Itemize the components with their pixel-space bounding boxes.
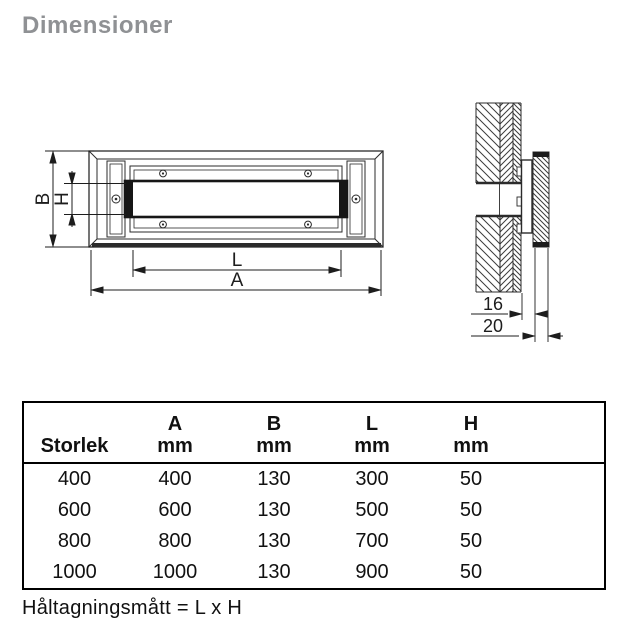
table-cell: 800 <box>57 530 92 552</box>
dim-label-l: L <box>231 250 243 271</box>
header-filler <box>521 402 605 463</box>
table-cell: 130 <box>257 468 291 490</box>
table-cell: 500 <box>355 499 389 521</box>
table-cell: 800 <box>158 530 192 552</box>
table-cell: 400 <box>57 468 92 490</box>
dim-label-20: 20 <box>482 316 503 336</box>
dim-label-16: 16 <box>482 294 503 314</box>
table-cell: 300 <box>355 468 389 490</box>
header-col-b: B mm <box>256 413 292 457</box>
table-cell: 50 <box>459 499 483 521</box>
miter-top-left <box>89 151 97 159</box>
frame-bottom-edge <box>92 243 381 247</box>
table-cell: 130 <box>257 561 291 583</box>
header-col-l: L mm <box>354 413 390 457</box>
end-cap-left <box>107 161 125 237</box>
dim-label-h: H <box>52 192 74 206</box>
miter-top-right <box>375 151 383 159</box>
page-title: Dimensioner <box>22 12 173 39</box>
cutout-note: Håltagningsmått = L x H <box>22 597 243 619</box>
duct-through-wall <box>476 183 522 216</box>
table-cell: 900 <box>355 561 389 583</box>
table-row <box>23 495 605 526</box>
table-header <box>23 402 605 463</box>
front-view-dimensions <box>45 151 381 296</box>
table-cell: 50 <box>459 530 483 552</box>
table-cell: 1000 <box>152 561 198 583</box>
table-cell-filler <box>521 463 605 495</box>
table-cell: 130 <box>257 530 291 552</box>
air-slot <box>125 181 347 217</box>
table-cell: 600 <box>158 499 192 521</box>
table-row <box>23 463 605 495</box>
side-view <box>476 103 549 292</box>
table-cell: 400 <box>158 468 192 490</box>
table-cell: 1000 <box>52 561 97 583</box>
table-cell-filler <box>521 495 605 526</box>
table-cell: 50 <box>459 468 483 490</box>
table-row <box>23 557 605 589</box>
header-col-h: H mm <box>453 413 489 457</box>
table-cell-filler <box>521 557 605 589</box>
dim-label-b: B <box>33 192 55 206</box>
end-cap-right <box>347 161 365 237</box>
header-storlek: Storlek <box>40 435 109 457</box>
dim-label-a: A <box>230 270 244 291</box>
table-cell-filler <box>521 526 605 557</box>
front-view <box>89 151 383 247</box>
face-plate <box>533 152 549 247</box>
dimensions-table <box>22 401 606 590</box>
table-cell: 700 <box>355 530 389 552</box>
header-col-a: A mm <box>157 413 193 457</box>
table-cell: 50 <box>459 561 483 583</box>
table-row <box>23 526 605 557</box>
table-cell: 600 <box>57 499 92 521</box>
table-cell: 130 <box>257 499 291 521</box>
